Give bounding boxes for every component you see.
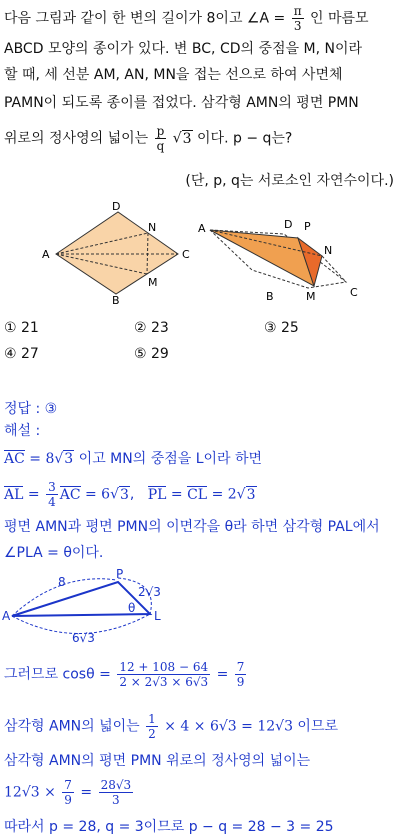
triangle-pal-figure [0,566,180,646]
problem-condition: (단, p, q는 서로소인 자연수이다.) [185,173,394,189]
solution-step-1: AC = 8√3 이고 MN의 중점을 L이라 하면 [4,451,263,467]
label-8: 8 [58,575,66,589]
problem-line-4: PAMN이 되도록 종이를 접었다. 삼각형 AMN의 평면 PMN [4,95,359,111]
label-2root3: 2√3 [138,585,161,599]
problem-line-5: 위로의 정사영의 넓이는 $\frac{p}{q}$ √3 이다. p − q는? [4,124,293,153]
rhombus-figure [36,198,196,308]
solution-step-9: 따라서 p = 28, q = 3이므로 p − q = 28 − 3 = 25 [4,819,334,835]
solution-step-7: 삼각형 AMN의 평면 PMN 위로의 정사영의 넓이는 [4,753,311,769]
solution-step-5: 그러므로 cosθ = $\frac{12 + 108 - 64}{2 \times 2√3 \times 6√3}$ = $\frac{7}{9}$ [4,660,245,689]
choice-3[interactable]: ③ 25 [264,320,299,336]
solution-step-3: 평면 AMN과 평면 PMN의 이면각을 θ라 하면 삼각형 PAL에서 [4,519,380,535]
label-n: N [148,221,157,234]
problem-line-3: 할 때, 세 선분 AM, AN, MN을 접는 선으로 하여 사면체 [4,67,343,83]
problem-line-2: ABCD 모양의 종이가 있다. 변 BC, CD의 중점을 M, N이라 [4,41,362,57]
label-b: B [112,294,120,307]
label-d: D [112,200,121,213]
label-theta: θ [128,601,136,615]
edge-nc [322,256,346,282]
tetrahedron-figure [196,214,386,306]
label-c: C [182,248,190,261]
label-p: P [304,220,311,233]
rhombus-shape [56,212,178,294]
area-fraction: $\frac{p}{q}$ [156,124,165,153]
label-a: A [42,248,50,261]
label-m: M [306,290,316,303]
label-a: A [2,609,11,623]
label-b: B [266,290,274,303]
angle-fraction: $\frac{\pi}{3}$ [293,4,302,33]
label-n: N [324,244,333,257]
answer-label: 정답 : ③ [4,401,58,417]
solution-step-2: AL = $\frac{3}{4}$ AC = 6√3, PL = CL = 2√3 [4,480,256,509]
problem-line-1: 다음 그림과 같이 한 변의 길이가 8이고 ∠A = $\frac{\pi}{3}$ 인 마름모 [4,4,369,33]
explanation-label: 해설 : [4,423,41,439]
solution-step-4: ∠PLA = θ이다. [4,545,104,561]
label-6root3: 6√3 [72,631,95,645]
choice-2[interactable]: ② 23 [134,320,169,336]
solution-step-8: 12√3 × $\frac{7}{9}$ = $\frac{28√3}{3}$ [4,778,132,807]
choice-4[interactable]: ④ 27 [4,346,39,362]
label-d: D [284,218,293,231]
solution-step-6: 삼각형 AMN의 넓이는 $\frac{1}{2}$ × 4 × 6√3 = 12√3 이므로 [4,712,338,741]
choice-5[interactable]: ⑤ 29 [134,346,169,362]
label-m: M [148,276,158,289]
label-a: A [198,222,206,235]
label-p: P [116,567,124,581]
choice-1[interactable]: ① 21 [4,320,39,336]
label-c: C [350,286,358,299]
label-l: L [154,609,161,623]
